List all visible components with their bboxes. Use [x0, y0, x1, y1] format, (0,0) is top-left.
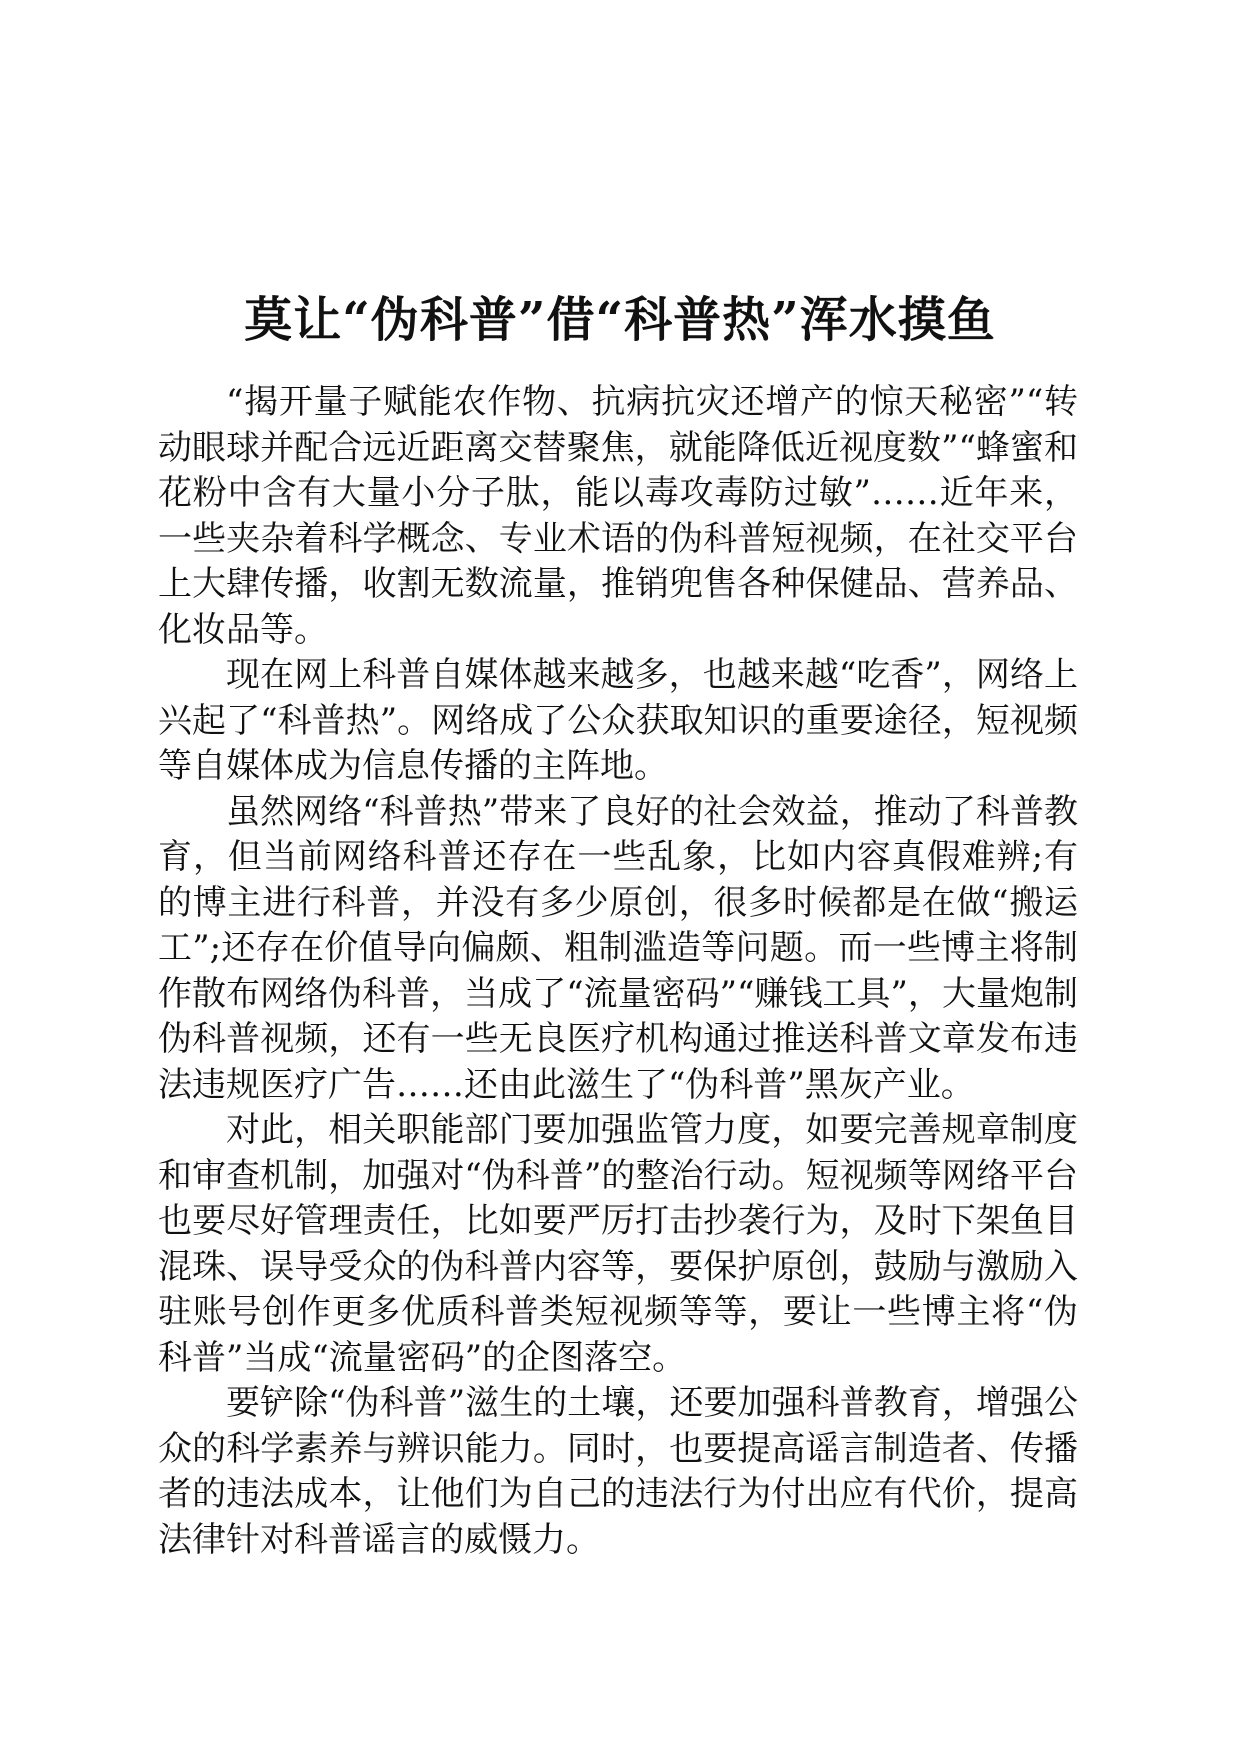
document-title: 莫让“伪科普”借“科普热”浑水摸鱼: [244, 292, 996, 349]
document-body: [158, 380, 1078, 1563]
paragraph: “揭开量子赋能农作物、抗病抗灾还增产的惊天秘密”“转动眼球并配合远近距离交替聚焦，就能降低近视度数”“蜂蜜和花粉中含有大量小分子肽，能以毒攻毒防过敏”……近年来，一些夹杂着科学概念、专业术语的伪科普短视频，在社交平台上大肆传播，收割无数流量，推销兜售各种保健品、营养品、化妆品等。: [158, 382, 1078, 650]
paragraph: 对此，相关职能部门要加强监管力度，如要完善规章制度和审查机制，加强对“伪科普”的整治行动。短视频等网络平台也要尽好管理责任，比如要严厉打击抄袭行为，及时下架鱼目混珠、误导受众的伪科普内容等，要保护原创，鼓励与激励入驻账号创作更多优质科普类短视频等等，要让一些博主将“伪科普”当成“流量密码”的企图落空。: [158, 1110, 1078, 1378]
paragraph: 现在网上科普自媒体越来越多，也越来越“吃香”，网络上兴起了“科普热”。网络成了公众获取知识的重要途径，短视频等自媒体成为信息传播的主阵地。: [158, 655, 1078, 786]
paragraph: 虽然网络“科普热”带来了良好的社会效益，推动了科普教育，但当前网络科普还存在一些乱象，比如内容真假难辨;有的博主进行科普，并没有多少原创，很多时候都是在做“搬运工”;还存在价值导向偏颇、粗制滥造等问题。而一些博主将制作散布网络伪科普，当成了“流量密码”“赚钱工具”，大量炮制伪科普视频，还有一些无良医疗机构通过推送科普文章发布违法违规医疗广告……还由此滋生了“伪科普”黑灰产业。: [158, 791, 1078, 1105]
paragraph: 要铲除“伪科普”滋生的土壤，还要加强科普教育，增强公众的科学素养与辨识能力。同时，也要提高谣言制造者、传播者的违法成本，让他们为自己的违法行为付出应有代价，提高法律针对科普谣言的威慑力。: [158, 1383, 1078, 1560]
